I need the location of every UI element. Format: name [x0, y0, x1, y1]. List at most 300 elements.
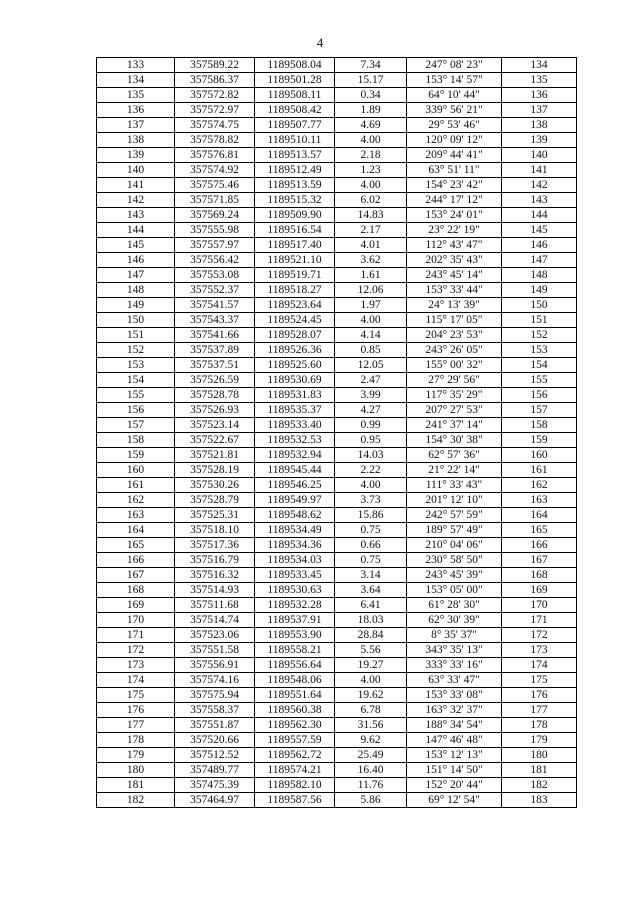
point-number-cell: 149	[97, 298, 175, 313]
y-coordinate-cell: 1189549.97	[255, 493, 335, 508]
bearing-cell: 243° 45' 14"	[407, 268, 502, 283]
next-point-cell: 178	[502, 718, 577, 733]
bearing-cell: 62° 57' 36"	[407, 448, 502, 463]
table-row	[97, 673, 577, 688]
next-point-cell: 141	[502, 163, 577, 178]
point-number-cell: 153	[97, 358, 175, 373]
x-coordinate-cell: 357528.79	[175, 493, 255, 508]
x-coordinate-cell: 357516.79	[175, 553, 255, 568]
y-coordinate-cell: 1189582.10	[255, 778, 335, 793]
point-number-cell: 173	[97, 658, 175, 673]
x-coordinate-cell: 357537.51	[175, 358, 255, 373]
y-coordinate-cell: 1189519.71	[255, 268, 335, 283]
distance-cell: 19.27	[335, 658, 407, 673]
x-coordinate-cell: 357575.46	[175, 178, 255, 193]
point-number-cell: 150	[97, 313, 175, 328]
bearing-cell: 153° 33' 08"	[407, 688, 502, 703]
point-number-cell: 143	[97, 208, 175, 223]
next-point-cell: 179	[502, 733, 577, 748]
bearing-cell: 112° 43' 47"	[407, 238, 502, 253]
point-number-cell: 175	[97, 688, 175, 703]
point-number-cell: 134	[97, 73, 175, 88]
point-number-cell: 141	[97, 178, 175, 193]
x-coordinate-cell: 357572.82	[175, 88, 255, 103]
table-row	[97, 523, 577, 538]
distance-cell: 3.99	[335, 388, 407, 403]
next-point-cell: 181	[502, 763, 577, 778]
y-coordinate-cell: 1189513.57	[255, 148, 335, 163]
y-coordinate-cell: 1189534.49	[255, 523, 335, 538]
distance-cell: 3.73	[335, 493, 407, 508]
y-coordinate-cell: 1189548.62	[255, 508, 335, 523]
next-point-cell: 157	[502, 403, 577, 418]
point-number-cell: 148	[97, 283, 175, 298]
distance-cell: 0.99	[335, 418, 407, 433]
table-row	[97, 373, 577, 388]
bearing-cell: 151° 14' 50"	[407, 763, 502, 778]
table-row	[97, 193, 577, 208]
x-coordinate-cell: 357464.97	[175, 793, 255, 808]
point-number-cell: 172	[97, 643, 175, 658]
point-number-cell: 160	[97, 463, 175, 478]
next-point-cell: 142	[502, 178, 577, 193]
distance-cell: 18.03	[335, 613, 407, 628]
x-coordinate-cell: 357520.66	[175, 733, 255, 748]
y-coordinate-cell: 1189557.59	[255, 733, 335, 748]
distance-cell: 2.18	[335, 148, 407, 163]
y-coordinate-cell: 1189515.32	[255, 193, 335, 208]
point-number-cell: 171	[97, 628, 175, 643]
distance-cell: 0.75	[335, 523, 407, 538]
next-point-cell: 168	[502, 568, 577, 583]
distance-cell: 3.62	[335, 253, 407, 268]
bearing-cell: 201° 12' 10"	[407, 493, 502, 508]
next-point-cell: 158	[502, 418, 577, 433]
table-row	[97, 253, 577, 268]
next-point-cell: 155	[502, 373, 577, 388]
next-point-cell: 153	[502, 343, 577, 358]
distance-cell: 4.01	[335, 238, 407, 253]
table-row	[97, 133, 577, 148]
y-coordinate-cell: 1189508.11	[255, 88, 335, 103]
next-point-cell: 162	[502, 478, 577, 493]
x-coordinate-cell: 357553.08	[175, 268, 255, 283]
bearing-cell: 115° 17' 05"	[407, 313, 502, 328]
distance-cell: 7.34	[335, 58, 407, 73]
bearing-cell: 207° 27' 53"	[407, 403, 502, 418]
distance-cell: 2.22	[335, 463, 407, 478]
x-coordinate-cell: 357574.75	[175, 118, 255, 133]
y-coordinate-cell: 1189524.45	[255, 313, 335, 328]
table-row	[97, 328, 577, 343]
y-coordinate-cell: 1189528.07	[255, 328, 335, 343]
bearing-cell: 63° 33' 47"	[407, 673, 502, 688]
bearing-cell: 64° 10' 44"	[407, 88, 502, 103]
distance-cell: 1.61	[335, 268, 407, 283]
distance-cell: 3.14	[335, 568, 407, 583]
y-coordinate-cell: 1189558.21	[255, 643, 335, 658]
x-coordinate-cell: 357517.36	[175, 538, 255, 553]
bearing-cell: 27° 29' 56"	[407, 373, 502, 388]
next-point-cell: 145	[502, 223, 577, 238]
x-coordinate-cell: 357523.06	[175, 628, 255, 643]
y-coordinate-cell: 1189532.94	[255, 448, 335, 463]
distance-cell: 4.00	[335, 673, 407, 688]
y-coordinate-cell: 1189556.64	[255, 658, 335, 673]
point-number-cell: 178	[97, 733, 175, 748]
point-number-cell: 159	[97, 448, 175, 463]
table-row	[97, 538, 577, 553]
page-number: 4	[316, 35, 324, 50]
table-row	[97, 343, 577, 358]
bearing-cell: 243° 26' 05"	[407, 343, 502, 358]
next-point-cell: 140	[502, 148, 577, 163]
bearing-cell: 204° 23' 53"	[407, 328, 502, 343]
table-row	[97, 268, 577, 283]
y-coordinate-cell: 1189534.36	[255, 538, 335, 553]
next-point-cell: 161	[502, 463, 577, 478]
next-point-cell: 152	[502, 328, 577, 343]
next-point-cell: 146	[502, 238, 577, 253]
x-coordinate-cell: 357525.31	[175, 508, 255, 523]
next-point-cell: 138	[502, 118, 577, 133]
distance-cell: 0.34	[335, 88, 407, 103]
distance-cell: 31.56	[335, 718, 407, 733]
y-coordinate-cell: 1189551.64	[255, 688, 335, 703]
x-coordinate-cell: 357569.24	[175, 208, 255, 223]
next-point-cell: 160	[502, 448, 577, 463]
x-coordinate-cell: 357552.37	[175, 283, 255, 298]
y-coordinate-cell: 1189545.44	[255, 463, 335, 478]
x-coordinate-cell: 357521.81	[175, 448, 255, 463]
next-point-cell: 154	[502, 358, 577, 373]
next-point-cell: 144	[502, 208, 577, 223]
bearing-cell: 153° 14' 57"	[407, 73, 502, 88]
next-point-cell: 151	[502, 313, 577, 328]
bearing-cell: 29° 53' 46"	[407, 118, 502, 133]
x-coordinate-cell: 357541.57	[175, 298, 255, 313]
table-row	[97, 793, 577, 808]
table-row	[97, 703, 577, 718]
bearing-cell: 230° 58' 50"	[407, 553, 502, 568]
point-number-cell: 152	[97, 343, 175, 358]
bearing-cell: 21° 22' 14"	[407, 463, 502, 478]
bearing-cell: 23° 22' 19"	[407, 223, 502, 238]
distance-cell: 11.76	[335, 778, 407, 793]
y-coordinate-cell: 1189508.42	[255, 103, 335, 118]
x-coordinate-cell: 357576.81	[175, 148, 255, 163]
next-point-cell: 163	[502, 493, 577, 508]
y-coordinate-cell: 1189534.03	[255, 553, 335, 568]
bearing-cell: 152° 20' 44"	[407, 778, 502, 793]
bearing-cell: 155° 00' 32"	[407, 358, 502, 373]
table-row	[97, 463, 577, 478]
bearing-cell: 154° 30' 38"	[407, 433, 502, 448]
point-number-cell: 135	[97, 88, 175, 103]
distance-cell: 6.78	[335, 703, 407, 718]
bearing-cell: 154° 23' 42"	[407, 178, 502, 193]
distance-cell: 3.64	[335, 583, 407, 598]
table-row	[97, 553, 577, 568]
x-coordinate-cell: 357558.37	[175, 703, 255, 718]
table-row	[97, 73, 577, 88]
distance-cell: 2.47	[335, 373, 407, 388]
next-point-cell: 150	[502, 298, 577, 313]
distance-cell: 4.00	[335, 478, 407, 493]
distance-cell: 6.41	[335, 598, 407, 613]
distance-cell: 1.23	[335, 163, 407, 178]
point-number-cell: 165	[97, 538, 175, 553]
x-coordinate-cell: 357574.92	[175, 163, 255, 178]
distance-cell: 2.17	[335, 223, 407, 238]
distance-cell: 6.02	[335, 193, 407, 208]
x-coordinate-cell: 357511.68	[175, 598, 255, 613]
distance-cell: 0.66	[335, 538, 407, 553]
point-number-cell: 181	[97, 778, 175, 793]
table-row	[97, 658, 577, 673]
next-point-cell: 175	[502, 673, 577, 688]
table-row	[97, 583, 577, 598]
table-body	[97, 58, 577, 808]
bearing-cell: 241° 37' 14"	[407, 418, 502, 433]
distance-cell: 4.00	[335, 178, 407, 193]
point-number-cell: 146	[97, 253, 175, 268]
next-point-cell: 183	[502, 793, 577, 808]
distance-cell: 1.97	[335, 298, 407, 313]
x-coordinate-cell: 357589.22	[175, 58, 255, 73]
next-point-cell: 172	[502, 628, 577, 643]
point-number-cell: 163	[97, 508, 175, 523]
next-point-cell: 134	[502, 58, 577, 73]
bearing-cell: 343° 35' 13"	[407, 643, 502, 658]
x-coordinate-cell: 357514.74	[175, 613, 255, 628]
bearing-cell: 243° 45' 39"	[407, 568, 502, 583]
point-number-cell: 166	[97, 553, 175, 568]
y-coordinate-cell: 1189532.53	[255, 433, 335, 448]
y-coordinate-cell: 1189525.60	[255, 358, 335, 373]
distance-cell: 16.40	[335, 763, 407, 778]
distance-cell: 5.86	[335, 793, 407, 808]
point-number-cell: 158	[97, 433, 175, 448]
next-point-cell: 182	[502, 778, 577, 793]
table-row	[97, 358, 577, 373]
bearing-cell: 153° 12' 13"	[407, 748, 502, 763]
y-coordinate-cell: 1189510.11	[255, 133, 335, 148]
y-coordinate-cell: 1189507.77	[255, 118, 335, 133]
y-coordinate-cell: 1189518.27	[255, 283, 335, 298]
table-row	[97, 103, 577, 118]
y-coordinate-cell: 1189587.56	[255, 793, 335, 808]
y-coordinate-cell: 1189512.49	[255, 163, 335, 178]
y-coordinate-cell: 1189535.37	[255, 403, 335, 418]
bearing-cell: 24° 13' 39"	[407, 298, 502, 313]
x-coordinate-cell: 357537.89	[175, 343, 255, 358]
bearing-cell: 8° 35' 37"	[407, 628, 502, 643]
point-number-cell: 176	[97, 703, 175, 718]
point-number-cell: 161	[97, 478, 175, 493]
bearing-cell: 189° 57' 49"	[407, 523, 502, 538]
distance-cell: 12.06	[335, 283, 407, 298]
x-coordinate-cell: 357574.16	[175, 673, 255, 688]
distance-cell: 1.89	[335, 103, 407, 118]
x-coordinate-cell: 357475.39	[175, 778, 255, 793]
y-coordinate-cell: 1189562.72	[255, 748, 335, 763]
x-coordinate-cell: 357514.93	[175, 583, 255, 598]
bearing-cell: 339° 56' 21"	[407, 103, 502, 118]
bearing-cell: 188° 34' 54"	[407, 718, 502, 733]
table-row	[97, 643, 577, 658]
bearing-cell: 244° 17' 12"	[407, 193, 502, 208]
next-point-cell: 139	[502, 133, 577, 148]
bearing-cell: 147° 46' 48"	[407, 733, 502, 748]
table-row	[97, 163, 577, 178]
point-number-cell: 180	[97, 763, 175, 778]
point-number-cell: 137	[97, 118, 175, 133]
x-coordinate-cell: 357523.14	[175, 418, 255, 433]
bearing-cell: 247° 08' 23"	[407, 58, 502, 73]
next-point-cell: 137	[502, 103, 577, 118]
distance-cell: 9.62	[335, 733, 407, 748]
table-row	[97, 733, 577, 748]
table-row	[97, 418, 577, 433]
y-coordinate-cell: 1189530.69	[255, 373, 335, 388]
y-coordinate-cell: 1189516.54	[255, 223, 335, 238]
table-row	[97, 88, 577, 103]
table-row	[97, 448, 577, 463]
table-row	[97, 748, 577, 763]
point-number-cell: 170	[97, 613, 175, 628]
distance-cell: 15.17	[335, 73, 407, 88]
x-coordinate-cell: 357543.37	[175, 313, 255, 328]
next-point-cell: 165	[502, 523, 577, 538]
y-coordinate-cell: 1189513.59	[255, 178, 335, 193]
y-coordinate-cell: 1189574.21	[255, 763, 335, 778]
y-coordinate-cell: 1189560.38	[255, 703, 335, 718]
y-coordinate-cell: 1189562.30	[255, 718, 335, 733]
point-number-cell: 162	[97, 493, 175, 508]
y-coordinate-cell: 1189530.63	[255, 583, 335, 598]
distance-cell: 0.85	[335, 343, 407, 358]
point-number-cell: 155	[97, 388, 175, 403]
point-number-cell: 169	[97, 598, 175, 613]
table-row	[97, 223, 577, 238]
distance-cell: 4.69	[335, 118, 407, 133]
x-coordinate-cell: 357512.52	[175, 748, 255, 763]
bearing-cell: 111° 33' 43"	[407, 478, 502, 493]
point-number-cell: 147	[97, 268, 175, 283]
bearing-cell: 69° 12' 54"	[407, 793, 502, 808]
distance-cell: 25.49	[335, 748, 407, 763]
next-point-cell: 159	[502, 433, 577, 448]
next-point-cell: 169	[502, 583, 577, 598]
x-coordinate-cell: 357526.59	[175, 373, 255, 388]
point-number-cell: 167	[97, 568, 175, 583]
point-number-cell: 164	[97, 523, 175, 538]
table-row	[97, 58, 577, 73]
next-point-cell: 177	[502, 703, 577, 718]
coordinates-table	[96, 57, 577, 808]
point-number-cell: 144	[97, 223, 175, 238]
x-coordinate-cell: 357586.37	[175, 73, 255, 88]
table-row	[97, 433, 577, 448]
bearing-cell: 209° 44' 41"	[407, 148, 502, 163]
distance-cell: 14.83	[335, 208, 407, 223]
x-coordinate-cell: 357551.58	[175, 643, 255, 658]
y-coordinate-cell: 1189517.40	[255, 238, 335, 253]
distance-cell: 4.27	[335, 403, 407, 418]
x-coordinate-cell: 357551.87	[175, 718, 255, 733]
point-number-cell: 151	[97, 328, 175, 343]
x-coordinate-cell: 357556.42	[175, 253, 255, 268]
next-point-cell: 173	[502, 643, 577, 658]
y-coordinate-cell: 1189532.28	[255, 598, 335, 613]
bearing-cell: 333° 33' 16"	[407, 658, 502, 673]
point-number-cell: 168	[97, 583, 175, 598]
point-number-cell: 174	[97, 673, 175, 688]
table-row	[97, 718, 577, 733]
y-coordinate-cell: 1189531.83	[255, 388, 335, 403]
table-row	[97, 148, 577, 163]
distance-cell: 0.95	[335, 433, 407, 448]
distance-cell: 4.00	[335, 313, 407, 328]
table-row	[97, 238, 577, 253]
point-number-cell: 157	[97, 418, 175, 433]
table-row	[97, 478, 577, 493]
bearing-cell: 120° 09' 12"	[407, 133, 502, 148]
y-coordinate-cell: 1189521.10	[255, 253, 335, 268]
x-coordinate-cell: 357528.19	[175, 463, 255, 478]
table-row	[97, 403, 577, 418]
table-row	[97, 283, 577, 298]
bearing-cell: 153° 24' 01"	[407, 208, 502, 223]
y-coordinate-cell: 1189546.25	[255, 478, 335, 493]
y-coordinate-cell: 1189526.36	[255, 343, 335, 358]
table-row	[97, 613, 577, 628]
bearing-cell: 153° 33' 44"	[407, 283, 502, 298]
next-point-cell: 176	[502, 688, 577, 703]
point-number-cell: 182	[97, 793, 175, 808]
next-point-cell: 180	[502, 748, 577, 763]
x-coordinate-cell: 357489.77	[175, 763, 255, 778]
distance-cell: 15.86	[335, 508, 407, 523]
y-coordinate-cell: 1189548.06	[255, 673, 335, 688]
bearing-cell: 63° 51' 11"	[407, 163, 502, 178]
distance-cell: 14.03	[335, 448, 407, 463]
next-point-cell: 156	[502, 388, 577, 403]
point-number-cell: 140	[97, 163, 175, 178]
y-coordinate-cell: 1189501.28	[255, 73, 335, 88]
bearing-cell: 242° 57' 59"	[407, 508, 502, 523]
point-number-cell: 156	[97, 403, 175, 418]
point-number-cell: 177	[97, 718, 175, 733]
table-row	[97, 628, 577, 643]
table-row	[97, 208, 577, 223]
bearing-cell: 163° 32' 37"	[407, 703, 502, 718]
distance-cell: 4.14	[335, 328, 407, 343]
table-row	[97, 598, 577, 613]
distance-cell: 0.75	[335, 553, 407, 568]
point-number-cell: 133	[97, 58, 175, 73]
bearing-cell: 153° 05' 00"	[407, 583, 502, 598]
x-coordinate-cell: 357571.85	[175, 193, 255, 208]
next-point-cell: 143	[502, 193, 577, 208]
point-number-cell: 179	[97, 748, 175, 763]
x-coordinate-cell: 357557.97	[175, 238, 255, 253]
distance-cell: 5.56	[335, 643, 407, 658]
x-coordinate-cell: 357556.91	[175, 658, 255, 673]
next-point-cell: 167	[502, 553, 577, 568]
y-coordinate-cell: 1189537.91	[255, 613, 335, 628]
